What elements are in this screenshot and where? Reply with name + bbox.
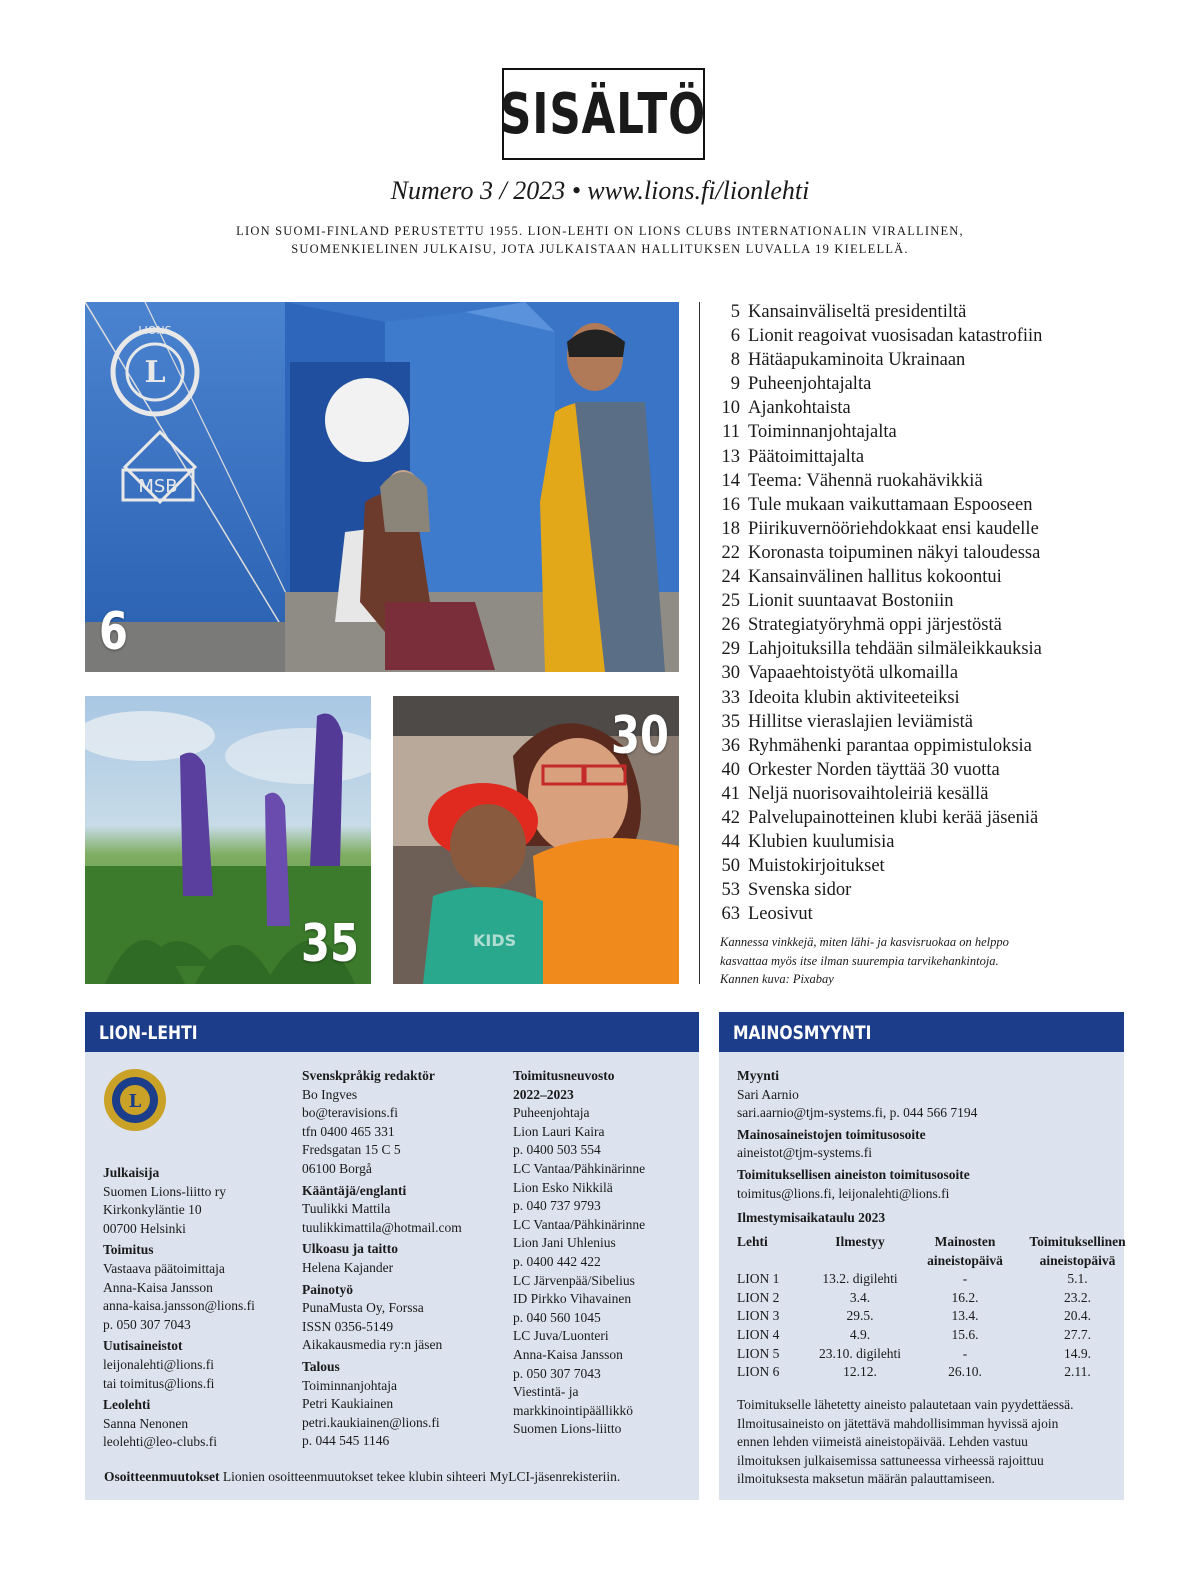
info-line: Toiminnanjohtaja [302, 1377, 398, 1393]
header-line: Mainosten [934, 1234, 996, 1249]
toc-entry [712, 420, 1132, 444]
schedule-header-cell [915, 1233, 1015, 1270]
info-line: p. 040 560 1045 [513, 1309, 601, 1325]
toc-entry [712, 396, 1132, 420]
toc-title: Klubien kuulumisia [748, 832, 895, 853]
toc-entry [712, 348, 1132, 372]
note-line: ilmoituksesta maksetun määrän palauttamiseen. [737, 1471, 995, 1487]
photo-volunteer-child [393, 696, 679, 984]
info-line: tfn 0400 465 331 [302, 1123, 395, 1139]
note-line: Toimitukselle lähetetty aineisto palautetaan vain pyydettäessä. [737, 1397, 1074, 1412]
tents-illustration [85, 302, 679, 672]
header-line: Ilmestyy [835, 1234, 885, 1249]
table-cell: 16.2. [951, 1289, 979, 1305]
caption-line: kasvattaa myös itse ilman suurempia tarvikehankintoja. [720, 953, 999, 968]
lion-lehti-column-1 [103, 1164, 293, 1452]
toc-entry [712, 806, 1132, 830]
toc-entry [712, 902, 1132, 926]
toc-title: Päätoimittajalta [748, 446, 865, 467]
intro-line: LION SUOMI-FINLAND PERUSTETTU 1955. LION-LEHTI ON LIONS CLUBS INTERNATIONALIN VIRALLINEN, [236, 224, 964, 238]
toc-title: Ryhmähenki parantaa oppimistuloksia [748, 735, 1032, 756]
info-line: petri.kaukiainen@lions.fi [302, 1414, 440, 1430]
info-line: Sanna Nenonen [103, 1415, 189, 1431]
table-cell: 4.9. [849, 1326, 871, 1342]
info-line: p. 040 737 9793 [513, 1198, 601, 1214]
toc-title: Hillitse vieraslajien leviämistä [748, 711, 974, 732]
table-cell: LION 6 [737, 1364, 780, 1380]
info-line: tai toimitus@lions.fi [103, 1375, 215, 1391]
table-cell: 5.1. [1067, 1271, 1088, 1287]
photo-earthquake-tents [85, 302, 679, 672]
table-cell: 3.4. [849, 1289, 871, 1305]
toc-page-number: 30 [721, 663, 740, 684]
toc-entry [712, 445, 1132, 469]
toc-page-number: 33 [721, 687, 740, 708]
toc-entry [712, 541, 1132, 565]
toc-page-number: 35 [721, 711, 740, 732]
toc-page-number: 11 [722, 422, 740, 443]
info-line: ISSN 0356-5149 [302, 1318, 394, 1334]
info-line: LC Vantaa/Pähkinärinne [513, 1160, 646, 1176]
toc-page-number: 26 [721, 615, 740, 636]
info-line: toimitus@lions.fi, leijonalehti@lions.fi [737, 1185, 950, 1201]
svg-text:L: L [144, 355, 166, 390]
info-line: Lion Lauri Kaira [513, 1123, 605, 1139]
table-of-contents [712, 300, 1132, 926]
section-label: 2022–2023 [513, 1086, 574, 1102]
toc-title: Kansainvälinen hallitus kokoontui [748, 567, 1002, 588]
toc-entry [712, 372, 1132, 396]
svg-text:MSB: MSB [138, 476, 178, 497]
toc-entry [712, 493, 1132, 517]
toc-page-number: 42 [721, 807, 740, 828]
mainosmyynti-heading-text: MAINOSMYYNTI [733, 1022, 872, 1044]
intro-text [230, 222, 970, 258]
table-cell: 26.10. [948, 1364, 982, 1380]
info-line: Tuulikki Mattila [302, 1201, 391, 1217]
header-line: aineistopäivä [1039, 1252, 1116, 1268]
section-label: Ulkoasu ja taitto [302, 1241, 399, 1257]
toc-page-number: 13 [721, 446, 740, 467]
toc-title: Strategiatyöryhmä oppi järjestöstä [748, 615, 1002, 636]
schedule-header-cell [1015, 1233, 1140, 1270]
toc-title: Lionit suuntaavat Bostoniin [748, 591, 954, 612]
table-cell: LION 3 [737, 1308, 780, 1324]
toc-page-number: 18 [721, 518, 740, 539]
toc-title: Koronasta toipuminen näkyi taloudessa [748, 542, 1041, 563]
info-line: Suomen Lions-liitto [513, 1421, 622, 1437]
info-line: markkinointipäällikkö [513, 1402, 633, 1418]
info-line: LC Järvenpää/Sibelius [513, 1272, 635, 1288]
toc-title: Vapaaehtoistyötä ulkomailla [748, 663, 959, 684]
info-line: leijonalehti@lions.fi [103, 1356, 215, 1372]
section-label: Painotyö [302, 1281, 354, 1297]
lion-lehti-column-3 [513, 1067, 693, 1439]
cover-caption [720, 933, 1080, 989]
info-line: p. 050 307 7043 [103, 1316, 191, 1332]
info-line: p. 0400 442 422 [513, 1253, 601, 1269]
section-label: Kääntäjä/englanti [302, 1182, 407, 1198]
section-label: Svenskpråkig redaktör [302, 1068, 435, 1083]
table-row [737, 1289, 1140, 1308]
toc-page-number: 14 [721, 470, 740, 491]
toc-entry [712, 734, 1132, 758]
info-line: aineistot@tjm-systems.fi [737, 1145, 873, 1161]
toc-entry [712, 854, 1132, 878]
toc-title: Svenska sidor [748, 880, 852, 901]
info-line: Fredsgatan 15 C 5 [302, 1142, 401, 1158]
table-cell: 2.11. [1064, 1364, 1091, 1380]
toc-title: Toiminnanjohtajalta [748, 422, 897, 443]
toc-entry [712, 686, 1132, 710]
header-line: Lehti [737, 1234, 768, 1249]
column-divider [699, 302, 700, 984]
toc-page-number: 44 [721, 832, 740, 853]
table-row [737, 1363, 1140, 1382]
photo-page-number: 35 [301, 914, 359, 974]
toc-page-number: 29 [721, 639, 740, 660]
info-line: Anna-Kaisa Jansson [103, 1279, 213, 1295]
header-line: aineistopäivä [927, 1252, 1003, 1268]
schedule-title-text: Ilmestymisaikataulu 2023 [737, 1210, 886, 1225]
table-cell: - [962, 1345, 968, 1361]
section-label: Talous [302, 1358, 340, 1374]
schedule-header-row [737, 1233, 1140, 1270]
table-cell: 20.4. [1064, 1308, 1091, 1324]
info-line: Aikakausmedia ry:n jäsen [302, 1337, 443, 1353]
toc-title: Lionit reagoivat vuosisadan katastrofiin [748, 326, 1043, 347]
toc-title: Neljä nuorisovaihtoleiriä kesällä [748, 783, 989, 804]
toc-title: Tule mukaan vaikuttamaan Espooseen [748, 494, 1033, 515]
header-line: Toimituksellinen [1029, 1234, 1126, 1249]
note-line: Ilmoitusaineisto on jätettävä mahdollisimman hyvissä ajoin [737, 1415, 1059, 1431]
table-cell: 14.9. [1064, 1345, 1091, 1361]
toc-entry [712, 830, 1132, 854]
photo-page-number: 30 [611, 706, 669, 766]
info-line: LC Juva/Luonteri [513, 1328, 609, 1344]
info-line: Viestintä- ja [513, 1384, 579, 1400]
toc-entry [712, 661, 1132, 685]
toc-title: Lahjoituksilla tehdään silmäleikkauksia [748, 639, 1042, 660]
toc-entry [712, 710, 1132, 734]
info-line: Vastaava päätoimittaja [103, 1260, 225, 1276]
photo-lupines [85, 696, 371, 984]
info-line: bo@teravisions.fi [302, 1105, 399, 1121]
section-label: Toimitusneuvosto [513, 1068, 615, 1083]
address-change-note [104, 1468, 694, 1487]
mainosmyynti-contacts [737, 1067, 1117, 1203]
toc-entry [712, 613, 1132, 637]
lion-lehti-heading [85, 1012, 699, 1052]
toc-title: Ajankohtaista [748, 398, 851, 419]
toc-page-number: 6 [730, 326, 740, 347]
table-row [737, 1307, 1140, 1326]
info-line: Petri Kaukiainen [302, 1396, 394, 1412]
toc-title: Hätäapukaminoita Ukrainaan [748, 350, 966, 371]
toc-page-number: 10 [721, 398, 740, 419]
toc-title: Muistokirjoitukset [748, 856, 885, 877]
toc-page-number: 9 [730, 374, 740, 395]
toc-entry [712, 565, 1132, 589]
toc-entry [712, 469, 1132, 493]
table-cell: LION 4 [737, 1326, 780, 1342]
toc-page-number: 25 [721, 591, 740, 612]
toc-title: Palvelupainotteinen klubi kerää jäseniä [748, 807, 1039, 828]
info-line: Kirkonkyläntie 10 [103, 1202, 202, 1218]
section-label: Toimituksellisen aineiston toimitusosoite [737, 1166, 970, 1182]
table-cell: LION 1 [737, 1271, 780, 1287]
address-change-label: Osoitteenmuutokset [104, 1469, 220, 1484]
info-line: p. 050 307 7043 [513, 1365, 601, 1381]
svg-text:KIDS: KIDS [473, 931, 517, 950]
toc-page-number: 53 [721, 880, 740, 901]
toc-title: Kansainväliseltä presidentiltä [748, 302, 967, 322]
note-line: ilmoituksen julkaisemissa sattuneessa virheessä rajoittuu [737, 1452, 1044, 1468]
section-label: Toimitus [103, 1242, 154, 1258]
toc-entry [712, 300, 1132, 324]
info-line: Sari Aarnio [737, 1086, 799, 1102]
info-line: Anna-Kaisa Jansson [513, 1346, 623, 1362]
toc-entry [712, 782, 1132, 806]
toc-page-number: 40 [721, 759, 740, 780]
toc-entry [712, 637, 1132, 661]
info-line: Lion Esko Nikkilä [513, 1179, 613, 1195]
toc-entry [712, 517, 1132, 541]
toc-page-number: 24 [721, 567, 740, 588]
table-cell: 27.7. [1064, 1326, 1091, 1342]
info-line: 00700 Helsinki [103, 1220, 186, 1236]
intro-line: SUOMENKIELINEN JULKAISU, JOTA JULKAISTAAN HALLITUKSEN LUVALLA 19 KIELELLÄ. [291, 242, 909, 256]
toc-title: Puheenjohtajalta [748, 374, 872, 395]
section-label: Uutisaineistot [103, 1338, 183, 1354]
toc-page-number: 63 [721, 904, 740, 925]
info-line: Bo Ingves [302, 1086, 358, 1102]
advertising-note [737, 1396, 1117, 1489]
info-line: Helena Kajander [302, 1259, 394, 1275]
info-line: PunaMusta Oy, Forssa [302, 1300, 424, 1316]
table-cell: 29.5. [846, 1308, 874, 1324]
toc-entry [712, 589, 1132, 613]
toc-title: Leosivut [748, 904, 813, 925]
svg-text:L: L [128, 1091, 142, 1112]
table-cell: 13.4. [951, 1308, 979, 1324]
toc-title: Orkester Norden täyttää 30 vuotta [748, 759, 1000, 780]
info-line: anna-kaisa.jansson@lions.fi [103, 1298, 255, 1314]
toc-entry [712, 758, 1132, 782]
schedule-header-cell [805, 1233, 915, 1270]
toc-title: Teema: Vähennä ruokahävikkiä [748, 470, 983, 491]
info-line: LC Vantaa/Pähkinärinne [513, 1216, 646, 1232]
info-line: p. 0400 503 554 [513, 1142, 601, 1158]
info-line: 06100 Borgå [302, 1160, 372, 1176]
info-line: Suomen Lions-liitto ry [103, 1183, 226, 1199]
info-line: Lion Jani Uhlenius [513, 1235, 616, 1251]
address-change-text: Lionien osoitteenmuutokset tekee klubin sihteeri MyLCI-jäsenrekisteriin. [219, 1469, 621, 1484]
toc-page-number: 50 [721, 856, 740, 877]
table-cell: LION 2 [737, 1289, 780, 1305]
page-title-box [502, 68, 705, 160]
info-line: sari.aarnio@tjm-systems.fi, p. 044 566 7194 [737, 1105, 978, 1121]
table-cell: 13.2. digilehti [822, 1271, 898, 1287]
toc-entry [712, 878, 1132, 902]
table-cell: LION 5 [737, 1345, 780, 1361]
toc-page-number: 22 [721, 542, 740, 563]
info-line: tuulikkimattila@hotmail.com [302, 1219, 462, 1235]
svg-text:LIONS: LIONS [138, 324, 172, 337]
issue-subtitle: Numero 3 / 2023 • www.lions.fi/lionlehti [390, 176, 810, 205]
mainosmyynti-heading [719, 1012, 1124, 1052]
lion-lehti-heading-text: LION-LEHTI [99, 1022, 198, 1044]
toc-page-number: 8 [730, 350, 740, 371]
schedule-title [737, 1209, 885, 1228]
table-cell: 12.12. [843, 1364, 877, 1380]
section-label: Julkaisija [103, 1165, 160, 1180]
info-line: leolehti@leo-clubs.fi [103, 1434, 218, 1450]
caption-line: Kannessa vinkkejä, miten lähi- ja kasvisruokaa on helppo [720, 935, 1009, 949]
table-cell: - [962, 1271, 968, 1287]
publication-schedule-table [737, 1233, 1140, 1382]
info-line: p. 044 545 1146 [302, 1433, 390, 1449]
section-label: Leolehti [103, 1397, 151, 1413]
photo-page-number: 6 [99, 602, 128, 662]
table-row [737, 1270, 1140, 1289]
caption-line: Kannen kuva: Pixabay [720, 972, 834, 986]
lions-logo-icon [102, 1067, 168, 1133]
table-row [737, 1345, 1140, 1364]
info-line: ID Pirkko Vihavainen [513, 1291, 632, 1307]
schedule-header-cell [737, 1233, 805, 1270]
table-row [737, 1326, 1140, 1345]
info-line: Puheenjohtaja [513, 1105, 590, 1121]
table-cell: 15.6. [951, 1326, 979, 1342]
note-line: ennen lehden viimeistä aineistopäivää. Lehden vastuu [737, 1434, 1028, 1450]
table-cell: 23.2. [1064, 1289, 1091, 1305]
toc-page-number: 5 [730, 302, 740, 322]
toc-page-number: 36 [721, 735, 740, 756]
section-label: Mainosaineistojen toimitusosoite [737, 1126, 926, 1142]
page-title: SISÄLTÖ [500, 81, 707, 147]
toc-title: Ideoita klubin aktiviteeteiksi [748, 687, 960, 708]
toc-entry [712, 324, 1132, 348]
toc-page-number: 41 [721, 783, 740, 804]
table-cell: 23.10. digilehti [818, 1345, 902, 1361]
toc-page-number: 16 [721, 494, 740, 515]
toc-title: Piirikuvernööriehdokkaat ensi kaudelle [748, 518, 1039, 539]
section-label: Myynti [737, 1068, 779, 1083]
lion-lehti-column-2 [302, 1067, 502, 1451]
